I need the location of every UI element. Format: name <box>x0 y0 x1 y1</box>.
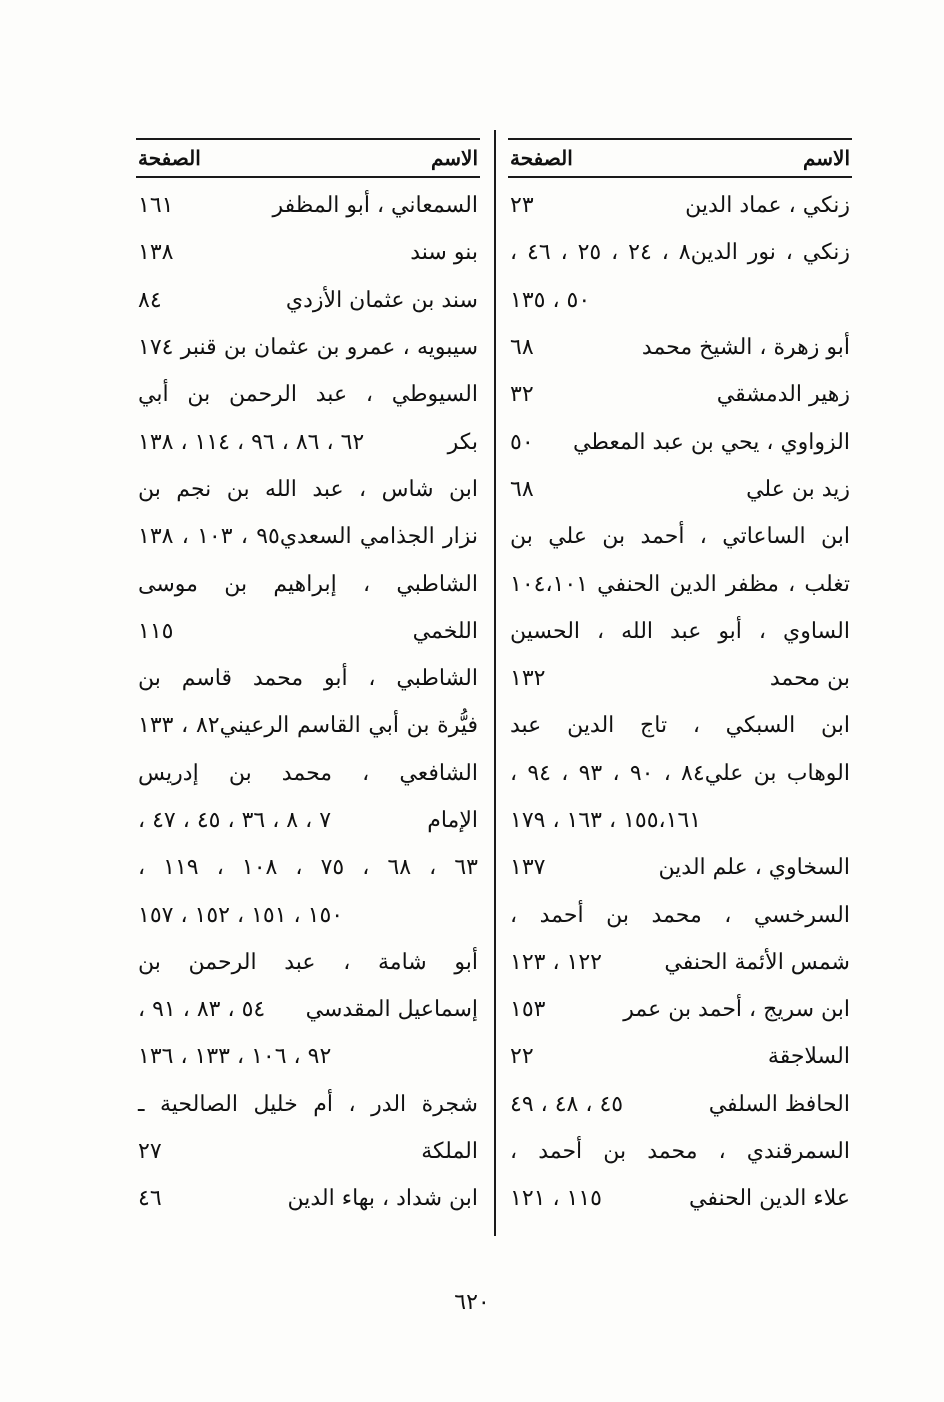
entry-name: أبو زهرة ، الشيخ محمد <box>641 335 850 361</box>
entry-pages: ٢٧ <box>138 1139 162 1165</box>
entry-name: إسماعيل المقدسي <box>305 997 478 1023</box>
entry-name: زنكي ، عماد الدين <box>685 193 850 219</box>
entry-pages: ١٢٢ ، ١٢٣ <box>510 949 602 975</box>
entry-name: ابن شداد ، بهاء الدين <box>287 1186 478 1212</box>
index-entry <box>508 466 852 513</box>
entry-pages: ١٥٣ <box>510 997 546 1023</box>
index-entry <box>136 513 480 560</box>
index-entry <box>508 844 852 891</box>
entry-pages: ١٦١ <box>138 193 174 219</box>
index-entry <box>136 371 480 418</box>
entry-pages: ٢٣ <box>510 193 534 219</box>
index-entry <box>136 229 480 276</box>
entry-name: سند بن عثمان الأزدي <box>285 287 478 313</box>
index-entry <box>508 891 852 938</box>
entry-name: السيوطي ، عبد الرحمن بن أبي <box>138 382 478 408</box>
entry-pages: ١٥٥،١٦١ ، ١٦٣ ، ١٧٩ <box>510 808 702 833</box>
entry-name: الحافظ السلفي <box>708 1091 850 1117</box>
entry-name: ابن شاس ، عبد الله بن نجم بن <box>138 476 478 502</box>
entry-pages: ١٣٧ <box>510 855 546 881</box>
entry-name: بنو سند <box>410 240 478 266</box>
entry-pages: ٢٢ <box>510 1044 534 1070</box>
entry-name: علاء الدين الحنفي <box>689 1186 850 1212</box>
index-entry <box>136 560 480 607</box>
index-entry <box>508 939 852 986</box>
index-entry <box>136 418 480 465</box>
index-entry <box>136 324 480 371</box>
entry-pages: ٤٥ ، ٤٨ ، ٤٩ <box>510 1091 624 1117</box>
index-entry <box>508 986 852 1033</box>
entry-name: الشاطبي ، أبو محمد قاسم بن <box>138 666 478 692</box>
entry-pages: ١١٥ <box>138 618 174 644</box>
index-entry <box>136 1081 480 1128</box>
index-entry <box>136 891 480 938</box>
entry-name: زيد بن علي <box>746 476 850 502</box>
index-entry <box>136 986 480 1033</box>
entry-name: شمس الأئمة الحنفي <box>664 949 850 975</box>
index-entry <box>508 1081 852 1128</box>
entry-name: زهير الدمشقي <box>716 382 850 408</box>
entry-name: السخاوي ، علم الدين <box>658 855 850 881</box>
index-entry <box>136 466 480 513</box>
entry-name: زنكي ، نور الدين٨ ، ٢٤ ، ٢٥ ، ٤٦ ، <box>510 240 850 266</box>
entry-pages: ٣٢ <box>510 382 534 408</box>
column-header <box>136 138 480 178</box>
entry-pages: ٦٨ <box>510 335 534 361</box>
index-entry <box>136 844 480 891</box>
index-entry <box>508 560 852 607</box>
index-entry <box>136 1033 480 1080</box>
entry-pages: ٩٢ ، ١٠٦ ، ١٣٣ ، ١٣٦ <box>138 1044 332 1070</box>
entry-name: السمرقندي ، محمد بن أحمد ، <box>510 1139 850 1165</box>
entry-name: الملكة <box>421 1139 478 1165</box>
index-entry <box>508 418 852 465</box>
entry-pages: ٦٨ <box>510 476 534 502</box>
entry-name: الشاطبي ، إبراهيم بن موسى <box>138 571 478 597</box>
entry-name: اللخمي <box>412 618 478 644</box>
entry-pages: ٤٦ <box>138 1186 162 1212</box>
index-entry <box>136 1128 480 1175</box>
entry-name: شجرة الدر ، أم خليل الصالحية ـ <box>138 1091 478 1117</box>
entry-name: السمعاني ، أبو المظفر <box>272 193 478 219</box>
index-entry <box>508 702 852 749</box>
index-column-right <box>508 138 852 1223</box>
column-divider <box>494 130 496 1236</box>
index-entry <box>508 277 852 324</box>
page-number: ٦٢٠ <box>454 1290 490 1315</box>
index-entry <box>508 324 852 371</box>
index-entry <box>508 1033 852 1080</box>
entry-name: ابن السبكي ، تاج الدين عبد <box>510 713 850 739</box>
index-entries <box>508 182 852 1223</box>
entry-pages: ٨٤ <box>138 287 162 313</box>
entry-name: ابن سريج ، أحمد بن عمر <box>623 997 850 1023</box>
index-entry <box>136 655 480 702</box>
entry-pages: ١٥٠ ، ١٥١ ، ١٥٢ ، ١٥٧ <box>138 902 344 928</box>
header-page-label: الصفحة <box>510 146 573 170</box>
entry-pages: ٦٢ ، ٨٦ ، ٩٦ ، ١١٤ ، ١٣٨ <box>138 429 365 455</box>
index-column-left <box>136 138 480 1223</box>
entry-name: السلاجقة <box>767 1044 850 1070</box>
entry-name: الزواوي ، يحي بن عبد المعطي <box>573 429 850 455</box>
header-page-label: الصفحة <box>138 146 201 170</box>
index-entry <box>508 655 852 702</box>
entry-name: الشافعي ، محمد بن إدريس <box>138 760 478 786</box>
entry-name: الساوي ، أبو عبد الله ، الحسين <box>510 618 850 644</box>
entry-pages: ٥٠ <box>510 429 534 455</box>
entry-name: نزار الجذامي السعدي٩٥ ، ١٠٣ ، ١٣٨ <box>138 524 478 550</box>
index-entry <box>508 371 852 418</box>
index-entries <box>136 182 480 1223</box>
index-entry <box>136 182 480 229</box>
entry-name: أبو شامة ، عبد الرحمن بن <box>138 949 478 975</box>
index-entry <box>508 229 852 276</box>
entry-pages: ١١٥ ، ١٢١ <box>510 1186 602 1212</box>
entry-name: فيُّرة بن أبي القاسم الرعيني٨٢ ، ١٣٣ <box>138 713 479 739</box>
entry-pages: ١٣٨ <box>138 240 174 266</box>
entry-pages: ١٣٢ <box>510 666 546 692</box>
entry-pages: ٥٤ ، ٨٣ ، ٩١ ، <box>138 997 266 1023</box>
entry-name: الوهاب بن علي٨٤ ، ٩٠ ، ٩٣ ، ٩٤ ، <box>510 760 850 786</box>
entry-name: بن محمد <box>769 666 850 692</box>
entry-name: بكر <box>447 429 478 455</box>
entry-pages: ٥٠ ، ١٣٥ <box>510 287 591 313</box>
entry-name: الإمام <box>427 808 478 833</box>
index-entry <box>508 750 852 797</box>
index-entry <box>136 939 480 986</box>
index-entry <box>508 1128 852 1175</box>
index-entry <box>136 797 480 844</box>
entry-name: ٦٣ ، ٦٨ ، ٧٥ ، ١٠٨ ، ١١٩ ، <box>138 855 478 881</box>
header-name-label: الاسم <box>430 146 478 170</box>
index-entry <box>136 608 480 655</box>
index-entry <box>136 702 480 749</box>
index-entry <box>136 750 480 797</box>
index-entry <box>136 277 480 324</box>
index-entry <box>136 1175 480 1222</box>
index-entry <box>508 608 852 655</box>
index-entry <box>508 182 852 229</box>
entry-name: سيبويه ، عمرو بن عثمان بن قنبر ١٧٤ <box>138 335 478 361</box>
entry-name: تغلب ، مظفر الدين الحنفي ١٠٤،١٠١ <box>510 571 850 597</box>
index-entry <box>508 1175 852 1222</box>
index-entry <box>508 797 852 844</box>
entry-name: ابن الساعاتي ، أحمد بن علي بن <box>510 524 850 550</box>
header-name-label: الاسم <box>802 146 850 170</box>
column-header <box>508 138 852 178</box>
entry-pages: ٧ ، ٨ ، ٣٦ ، ٤٥ ، ٤٧ ، <box>138 808 332 833</box>
index-entry <box>508 513 852 560</box>
entry-name: السرخسي ، محمد بن أحمد ، <box>510 902 850 928</box>
